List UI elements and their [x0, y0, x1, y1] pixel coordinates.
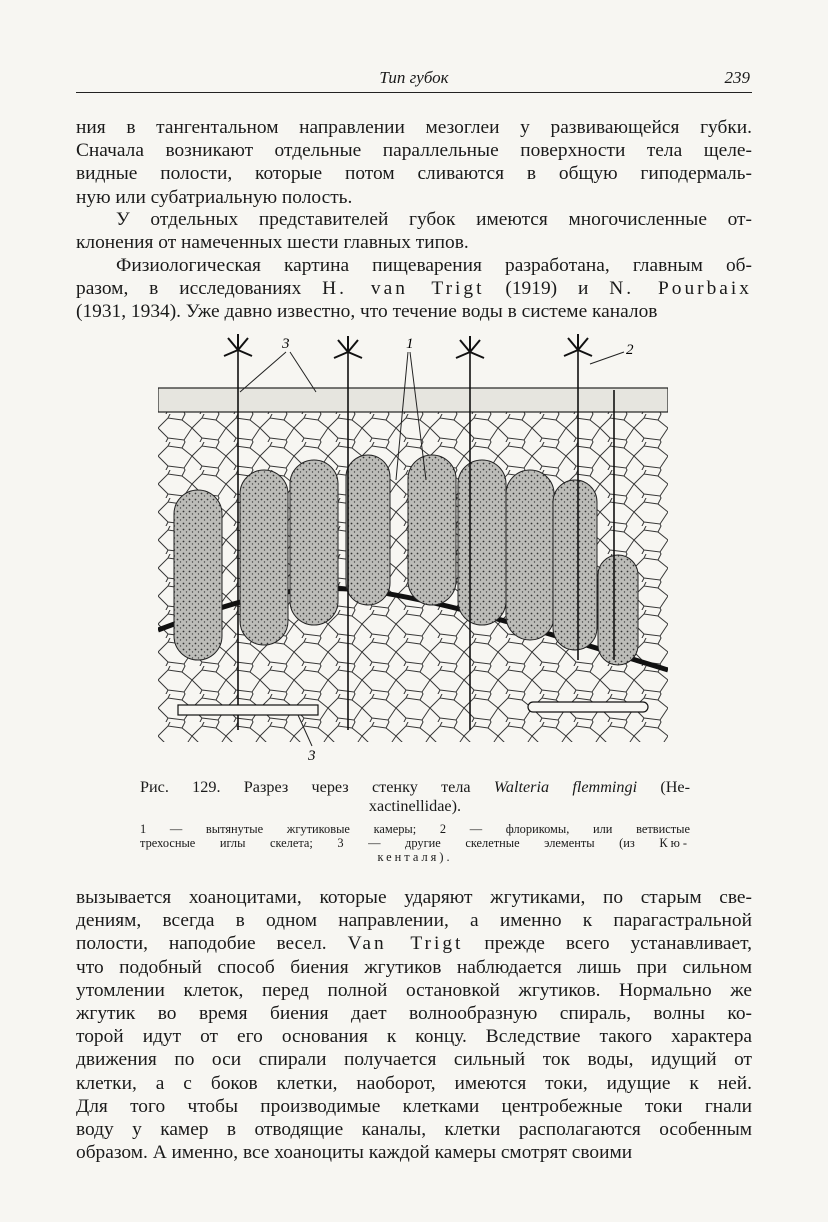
paragraph-2: [76, 208, 752, 254]
paragraph-4: [76, 886, 752, 1164]
legend-line: кенталя).: [377, 850, 453, 864]
text-fragment: полости, наподобие весел.: [76, 933, 348, 955]
figure-label-3-bottom: 3: [308, 748, 316, 764]
text-line: образом. А именно, все хоаноциты каждой камеры смотрят своими: [76, 1142, 633, 1164]
text-line: [76, 932, 752, 955]
author-name: Кю-: [659, 836, 690, 850]
text-line: клонения от намеченных шести главных типов.: [76, 232, 469, 254]
text-line: (1931, 1934). Уже давно известно, что течение воды в системе каналов: [76, 301, 658, 323]
text-line: ния в тангентальном направлении мезоглеи у развивающейся губки.: [76, 117, 752, 138]
figure-legend: [140, 822, 690, 864]
text-fragment: прежде всего устанавливает,: [463, 933, 752, 955]
text-line: вызывается хоаноцитами, которые ударяют жгутиками, по старым све-: [76, 887, 752, 908]
legend-line: 1 — вытянутые жгутиковые камеры; 2 — флорикомы, или ветвистые: [140, 822, 690, 836]
figure-caption: [140, 778, 690, 816]
text-line: утомлении клеток, перед полной остановкой жгутиков. Нормально же: [76, 979, 752, 1001]
figure-label-3: 3: [282, 336, 290, 352]
text-line: торой идут от его основания к концу. Вследствие такого характера: [76, 1026, 752, 1048]
text-line: что подобный способ биения жгутиков наблюдается лишь при сильном: [76, 956, 752, 978]
caption-line: [140, 778, 690, 797]
text-line: клетки, а с боков клетки, наоборот, имеются токи, идущие к ней.: [76, 1072, 752, 1094]
author-name: H. van Trigt: [322, 278, 485, 300]
figure-sponge-wall-section: [158, 330, 668, 770]
text-line: Сначала возникают отдельные параллельные поверхности тела щеле-: [76, 140, 752, 162]
paragraph-3: [76, 254, 752, 324]
species-name: Walteria flemmingi: [493, 778, 638, 796]
figure-label-1: 1: [406, 336, 414, 352]
text-line: движения по оси спирали получается сильный ток воды, идущий от: [76, 1049, 752, 1071]
text-line: [76, 277, 752, 300]
text-line: Физиологическая картина пищеварения разработана, главным об-: [116, 255, 752, 276]
caption-prefix: Рис. 129. Разрез через стенку тела: [140, 778, 494, 796]
text-line: Для того чтобы производимые клетками центробежные токи гнали: [76, 1095, 752, 1117]
text-line: жгутик во время биения дает волнообразную спираль, волны ко-: [76, 1002, 752, 1024]
running-header: [76, 66, 752, 93]
text-fragment: (1919) и: [484, 278, 610, 300]
text-fragment: разом, в исследованиях: [76, 278, 323, 300]
caption-line: xactinellidae).: [368, 797, 462, 815]
text-line: воду у камер в отводящие каналы, клетки располагаются особенным: [76, 1118, 752, 1140]
legend-line: [140, 836, 690, 850]
running-title: Тип губок: [379, 68, 449, 87]
text-line: дениям, всегда в одном направлении, а именно к парагастральной: [76, 910, 752, 932]
caption-suffix: (He-: [637, 778, 690, 796]
text-line: У отдельных представителей губок имеются многочисленные от-: [116, 209, 752, 230]
text-line: ную или субатриальную полость.: [76, 186, 353, 208]
legend-fragment: трехосные иглы скелета; 3 — другие скелетные элементы (из: [140, 836, 660, 850]
author-name: N. Pourbaix: [609, 278, 752, 300]
figure-label-2: 2: [626, 342, 634, 358]
author-name: Van Trigt: [347, 933, 464, 955]
text-line: видные полости, которые потом сливаются в общую гиподермаль-: [76, 163, 752, 185]
paragraph-1: [76, 116, 752, 209]
page-number: 239: [724, 68, 750, 87]
